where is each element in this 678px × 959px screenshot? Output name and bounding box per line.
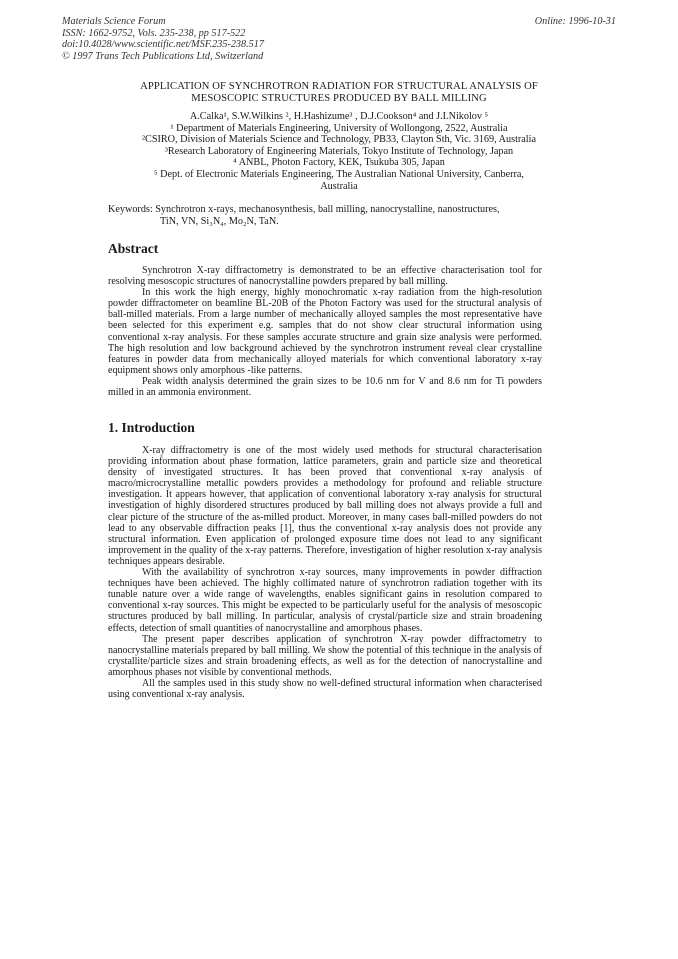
abstract-paragraph-1: Synchrotron X-ray diffractometry is demonstrated to be an effective characterisation tool for resolving mesoscopic structures of nanocrystalline powders prepared by ball milling.: [108, 265, 542, 288]
intro-paragraph-4: All the samples used in this study show no well-defined structural information when characterised using conventional x-ray analysis.: [108, 677, 542, 701]
affiliation-4: ⁴ ANBL, Photon Factory, KEK, Tsukuba 305, Japan: [233, 157, 445, 169]
issn-line: ISSN: 1662-9752, Vols. 235-238, pp 517-522: [62, 27, 246, 39]
introduction-body: [108, 445, 542, 700]
affiliation-5: ⁵ Dept. of Electronic Materials Engineering, The Australian National University, Canberra,: [154, 168, 524, 180]
publication-header: [62, 16, 264, 62]
intro-paragraph-2: With the availability of synchrotron x-ray sources, many improvements in powder diffraction techniques have been achieved. The highly collimated nature of synchrotron radiation together with its tunable nature over a wide range of wavelengths, enables significant gains in resolution compared to conventional x-ray sources. This might be expected to be particularly useful for the analysis of mesoscopic structures produced by ball milling. In particular, analysis of crystal/particle size and strain broadening effects, detection of small quantities of nanocrystalline and amorphous phases.: [108, 567, 542, 634]
affiliation-2: ²CSIRO, Division of Materials Science and Technology, PB33, Clayton Sth, Vic. 3169, Australia: [141, 134, 536, 146]
author-block: [100, 111, 578, 192]
abstract-paragraph-2: In this work the high energy, highly monochromatic x-ray radiation from the high-resolution powder diffractometer on beamline BL-20B of the Photon Factory was used for the structural analysis of ball-milled materials. From a large number of mechanically alloyed samples the most representative have been selected for this experiment e.g. samples that do not show clear structural information using conventional x-ray analysis. For these samples accurate structure and grain size analysis were performed. The high resolution and low background achieved by the synchrotron instrument reveal clear crystalline features in powder data from mechanically alloyed materials for which conventional laboratory x-ray equipment shows only amorphous -like patterns.: [108, 287, 542, 376]
abstract-body: [108, 265, 542, 398]
keywords-line-2: TiN, VN, Si₃N₄, Mo₂N, TaN.: [160, 215, 279, 227]
intro-paragraph-3: The present paper describes application of synchrotron X-ray powder diffractometry to nanocrystalline materials prepared by ball milling. We show the potential of this technique in the analysis of crystallite/particle sizes and strain broadening effects, as well as for the detection of nanocrystalline and amorphous phases not visible by conventional methods.: [108, 633, 542, 678]
affiliation-3: ³Research Laboratory of Engineering Materials, Tokyo Institute of Technology, Japan: [164, 145, 514, 157]
affiliation-5-cont: Australia: [320, 180, 358, 192]
title-line-2: MESOSCOPIC STRUCTURES PRODUCED BY BALL MILLING: [191, 93, 487, 104]
affiliation-1: ¹ Department of Materials Engineering, University of Wollongong, 2522, Australia: [170, 122, 508, 134]
journal-name: Materials Science Forum: [62, 16, 166, 27]
online-date: Online: 1996-10-31: [534, 16, 616, 27]
keywords: [108, 204, 568, 227]
doi-link[interactable]: doi:10.4028/www.scientific.net/MSF.235-238.517: [62, 39, 264, 50]
introduction-heading: 1. Introduction: [108, 420, 195, 435]
author-names: A.Calka¹, S.W.Wilkins ², H.Hashizume³ , D.J.Cookson⁴ and J.I.Nikolov ⁵: [189, 111, 489, 122]
copyright-line: © 1997 Trans Tech Publications Ltd, Switzerland: [62, 50, 264, 62]
paper-title: [92, 81, 586, 105]
title-line-1: APPLICATION OF SYNCHROTRON RADIATION FOR STRUCTURAL ANALYSIS OF: [140, 81, 538, 92]
abstract-heading: Abstract: [108, 241, 159, 256]
keywords-line-1: Keywords: Synchrotron x-rays, mechanosynthesis, ball milling, nanocrystalline, nanostructures,: [108, 204, 500, 215]
abstract-paragraph-3: Peak width analysis determined the grain sizes to be 10.6 nm for V and 8.6 nm for Ti powders milled in an ammonia environment.: [108, 375, 542, 399]
intro-paragraph-1: X-ray diffractometry is one of the most widely used methods for structural characterisation providing information about phase formation, lattice parameters, grain and particle size and theoretical density of investigated structures. It has been proved that conventional x-ray analysis of macro/microcrystalline metallic powders provides a methodology for profound and reliable structure investigation. It appears however, that application of conventional laboratory x-ray analysis for structural investigation of highly disordered structures produced by ball milling does not always provide a full and clear picture of the structure of the as-milled product. Moreover, in many cases ball-milled powders do not lead to any observable diffraction peaks [1], thus the conventional x-ray analysis does not provide any structural information. Even application of prolonged exposure time does not lead to any significant improvement in the quality of the x-ray patterns. Therefore, investigation of higher resolution x-ray analysis techniques appears desirable.: [108, 445, 542, 567]
